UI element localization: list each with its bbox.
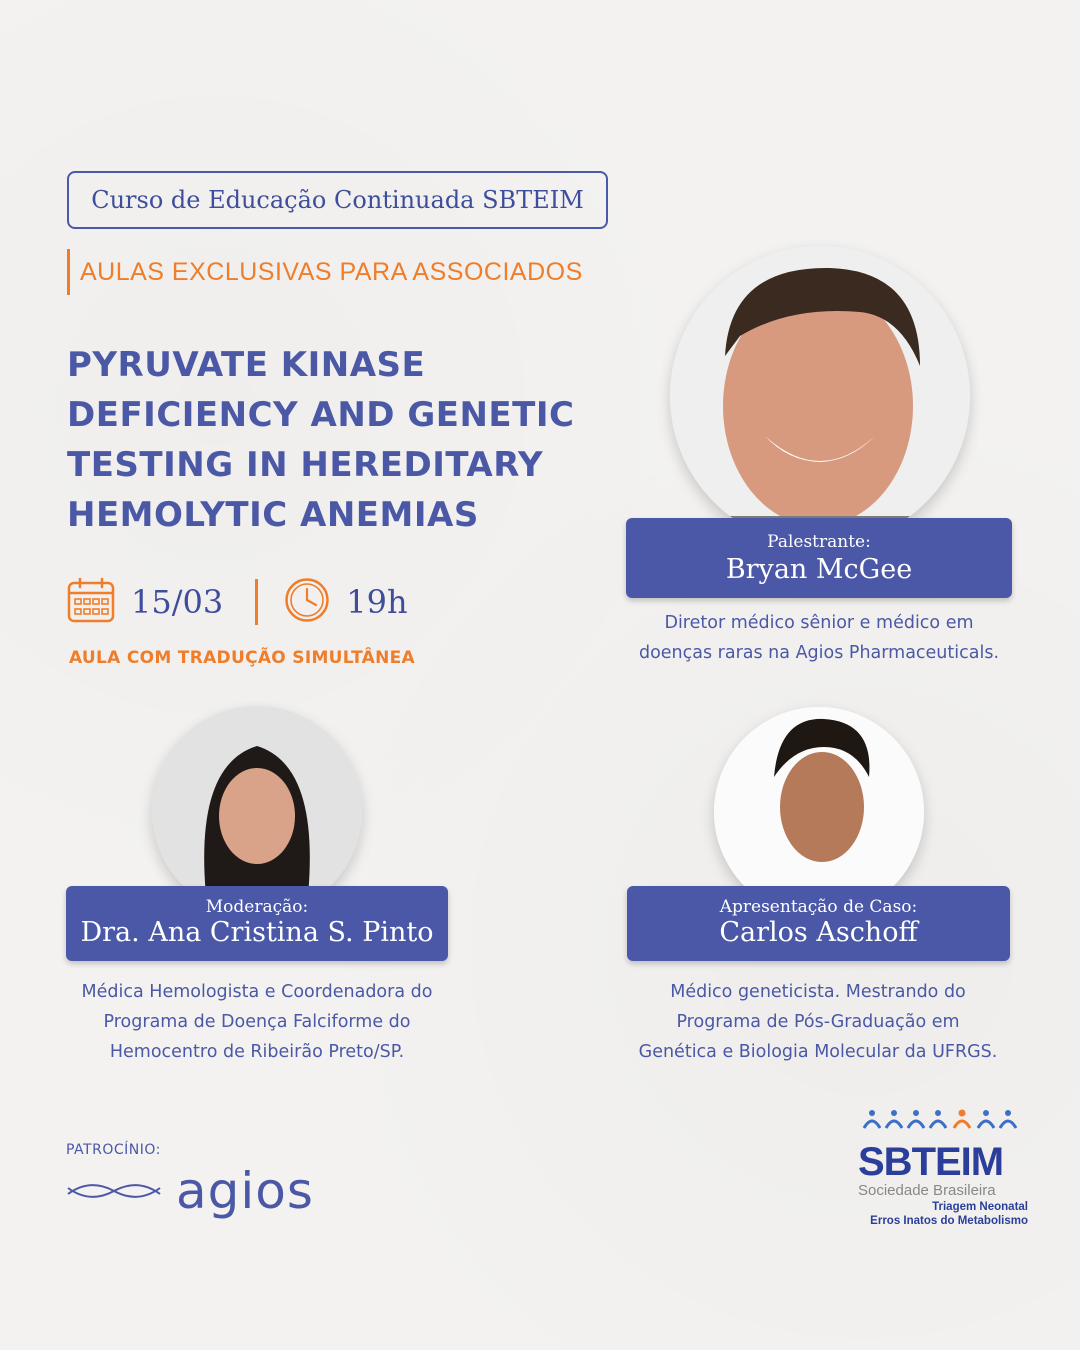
speaker-name: Carlos Aschoff [719, 917, 918, 948]
bio-line: Genética e Biologia Molecular da UFRGS. [638, 1042, 998, 1062]
speaker-name: Dra. Ana Cristina S. Pinto [80, 917, 434, 948]
avatar [152, 706, 362, 916]
course-title-box [67, 171, 608, 229]
date-time-divider [255, 579, 258, 625]
speaker-photo-ana [152, 706, 362, 916]
speaker-label-ana [66, 886, 448, 961]
avatar [670, 246, 970, 546]
logo-line-3: Erros Inatos do Metabolismo [870, 1215, 1028, 1227]
lecture-time: 19h [346, 583, 408, 621]
sponsor-name: agios [176, 1162, 314, 1220]
lecture-title-line: TESTING IN HEREDITARY [67, 445, 544, 485]
bio-line: Programa de Doença Falciforme do [103, 1012, 411, 1032]
lecture-date: 15/03 [131, 583, 224, 621]
speaker-bio-ana [30, 977, 484, 1067]
speaker-role: Moderação: [205, 897, 309, 917]
translation-note: AULA COM TRADUÇÃO SIMULTÂNEA [69, 648, 416, 668]
speaker-role: Apresentação de Caso: [719, 897, 918, 917]
speaker-bio-bryan [600, 608, 1038, 668]
speaker-label-carlos [627, 886, 1010, 961]
lecture-title-line: HEMOLYTIC ANEMIAS [67, 495, 479, 535]
bio-line: doenças raras na Agios Pharmaceuticals. [638, 643, 1000, 663]
bio-line: Programa de Pós-Graduação em [676, 1012, 960, 1032]
bio-line: Diretor médico sênior e médico em [664, 613, 974, 633]
sponsor-logo [66, 1162, 314, 1220]
lecture-title [67, 340, 627, 540]
logo-line-2: Triagem Neonatal [932, 1201, 1028, 1213]
bio-line: Médico geneticista. Mestrando do [670, 982, 966, 1002]
speaker-photo-bryan [670, 246, 970, 546]
agios-wave-icon [66, 1174, 162, 1208]
sponsor-label: PATROCÍNIO: [66, 1142, 161, 1158]
people-chain-icon [858, 1108, 1020, 1136]
bio-line: Médica Hemologista e Coordenadora do [81, 982, 433, 1002]
sbteim-logo [858, 1108, 1028, 1228]
logo-wordmark: SBTEIM [858, 1140, 1004, 1184]
date-time-row [67, 576, 408, 628]
course-title: Curso de Educação Continuada SBTEIM [91, 186, 584, 214]
lecture-title-line: PYRUVATE KINASE [67, 345, 426, 385]
exclusive-label: AULAS EXCLUSIVAS PARA ASSOCIADOS [67, 249, 583, 295]
speaker-name: Bryan McGee [725, 554, 913, 585]
speaker-label-bryan [626, 518, 1012, 598]
clock-icon [284, 577, 330, 627]
lecture-title-line: DEFICIENCY AND GENETIC [67, 395, 575, 435]
logo-line-1: Sociedade Brasileira [858, 1182, 996, 1199]
bio-line: Hemocentro de Ribeirão Preto/SP. [109, 1042, 405, 1062]
calendar-icon [67, 577, 115, 627]
speaker-bio-carlos [590, 977, 1046, 1067]
speaker-role: Palestrante: [767, 532, 871, 552]
